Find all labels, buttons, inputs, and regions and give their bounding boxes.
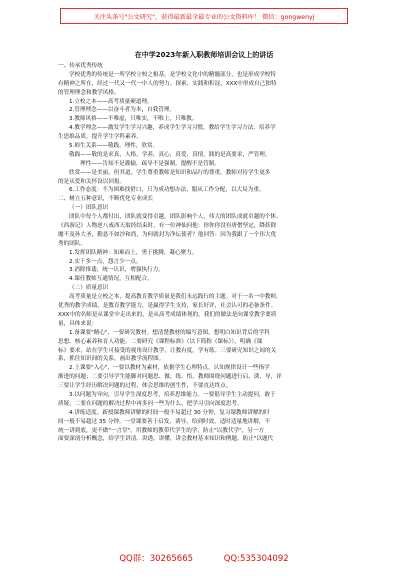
text-line: 1.备课要"精心"，一要研究教材。想清楚教材的编写意图，想明白知识背后的学科 [69, 329, 270, 336]
text-line: 的管理理念和教学风格。 [58, 89, 120, 96]
text-line: 4.教学理念——激发学生学习兴趣，养成学生学习习惯，教给学生学习方法，培养学 [69, 125, 276, 132]
text-line: 的是从爱和关怀设以回报。 [58, 178, 126, 185]
document-body [58, 62, 348, 444]
text-line: 团队中每个人都付出，团队就变得卓越。团队影响个人，伟大的团队成就卓越的个体。 [69, 214, 282, 221]
text-line: 1.立校之本——高考质量硬道理。 [69, 98, 153, 105]
text-line: 优秀的教学成绩，是教育教学能力，是赢得学生支持，家长好评，社会认可的必备条件。 [58, 303, 277, 310]
text-line: 系，抓住知识间的关系，画出教学流程图。 [58, 356, 165, 363]
text-line: 生思维品质，提升学生学科素养。 [58, 134, 142, 141]
text-line: 面要深剖分析概念，给学生讲清、讲透、讲懂，讲会教材基本知识和例题，防止"以题代 [58, 436, 274, 443]
qq-number: QQ:535304092 [223, 554, 289, 564]
text-line: 二、树立五种意识，不断优化专业成长 [58, 196, 154, 203]
text-line: 2.管理理念——以奋斗者为本，自我管理。 [69, 107, 176, 114]
text-line: 3.以问题为导向，引导学生深度思考，培养思维能力。一要倡导学生主动提问，敢于 [69, 391, 276, 398]
text-line: XXX中的名师是从课堂中走出来的，是从高考成绩体现的，我们的做法是向课堂教学要质 [58, 311, 277, 318]
text-line: 一、传承优秀传统 [58, 63, 103, 69]
text-line: 理性——告知不是灌输，疏导不是强制，提醒不是管制。 [80, 160, 220, 167]
text-line: 渐进的问题；二要引导学生能脚对问题思、做、练、悟，教师围绕问题进行启、诱、导，评 [58, 374, 282, 381]
text-line: 2.上课要"入心"，一要以教材为素材，依据学生心理特点，认知规律设计一些指学 [69, 365, 270, 372]
text-line: 敬践——敬的是求真，人格，学养，真心，真爱，真情。践的是高要求，严管理。 [69, 151, 271, 158]
document-title: 在中学2023年新入职教师培训会议上的讲话 [134, 51, 274, 59]
text-line: （一）团队意识 [69, 205, 109, 212]
text-line: 4.讲练适度。新授课教师讲解的时间一般不易超过 30 分钟，复习课教师讲解的时 [69, 409, 270, 416]
text-line: 统一讲到底，更不做"一言堂"。用教师的教带代学生的学，防止"以教代学"，另一方 [58, 427, 265, 434]
qq-group: QQ群：30265665 [119, 554, 194, 564]
text-line: 秀的团队。 [58, 240, 86, 247]
text-line: 1.发挥团队精神：知难而上，勇于挑腾，凝心聚力。 [69, 249, 198, 256]
text-line: 标》要求，站在学生可接受的视角设计教学，让教有度，学有练。三要研究知识之间的关 [58, 347, 277, 354]
text-line: 学校优秀的传统是一所学校立校之根基，是学校文化中的精髓部分，也是形成学校特 [69, 71, 276, 78]
promo-banner: 关注头条号"公文研究"，获得最新最全最专业的公文资料库！ 微信：gongwenyj [60, 8, 348, 24]
text-line: 2.实干多一点，怨言少一点。 [69, 258, 142, 265]
text-line: 3.消除推诿，统一认识，增强执行力。 [69, 267, 164, 274]
text-line: 有精神之所在，经过一代又一代一中人的努力、探索、实践和积淀，XXX中形成自己独特 [58, 80, 277, 87]
text-line: 魔不及孙大圣，勤恳不如沙和尚，为何就封为净坛使者？他回答：因为我跟了一个伟大优 [58, 231, 277, 238]
contact-footer [0, 552, 408, 564]
text-line: 高考质量是立校之本，提高教育教学质量是我们永远践行的主题。对于一名一中教师， [69, 294, 282, 301]
text-line: 欣赏——是美丽，但其道，学生尊重教师是知识和品行的尊重，教师对待学生更多 [69, 169, 271, 176]
text-line: 6.工作态度：不为困难找借口，只为成功想办法，服从工作分配，以大局为重。 [69, 187, 265, 194]
text-line: 质疑，二要在问题的解决过程中再多问一些为什么，把学习引向深度思考。 [58, 400, 243, 407]
text-line: 思想、核心素养和育人功能。二要研究《课程标准》（以下简称《课标》），明确《课 [58, 338, 263, 345]
text-line: 《西游记》人物逆八戒西天取经结束时，有一位神仙问他：你你你没有唐僧坚定，降妖除 [58, 223, 277, 230]
text-line: （二）质量意识 [69, 285, 109, 292]
text-line: 量，具体来说： [58, 320, 98, 327]
text-line: 4.课任教师互通情况，互相配合。 [69, 276, 153, 283]
text-line: 三要让学生经历解决问题的过程，体会思维的创生性，不要直达终点。 [58, 383, 232, 390]
text-line: 5.师生关系——敬践，理性，欣赏。 [69, 143, 159, 150]
text-line: 3.教师风格——不唯虚，只唯实，不唯上，只唯教。 [69, 116, 198, 123]
text-line: 间一般不易超过 35 分钟。一堂课要善于启发、诱导，给到时效，适时适量地讲解，不 [58, 418, 271, 425]
